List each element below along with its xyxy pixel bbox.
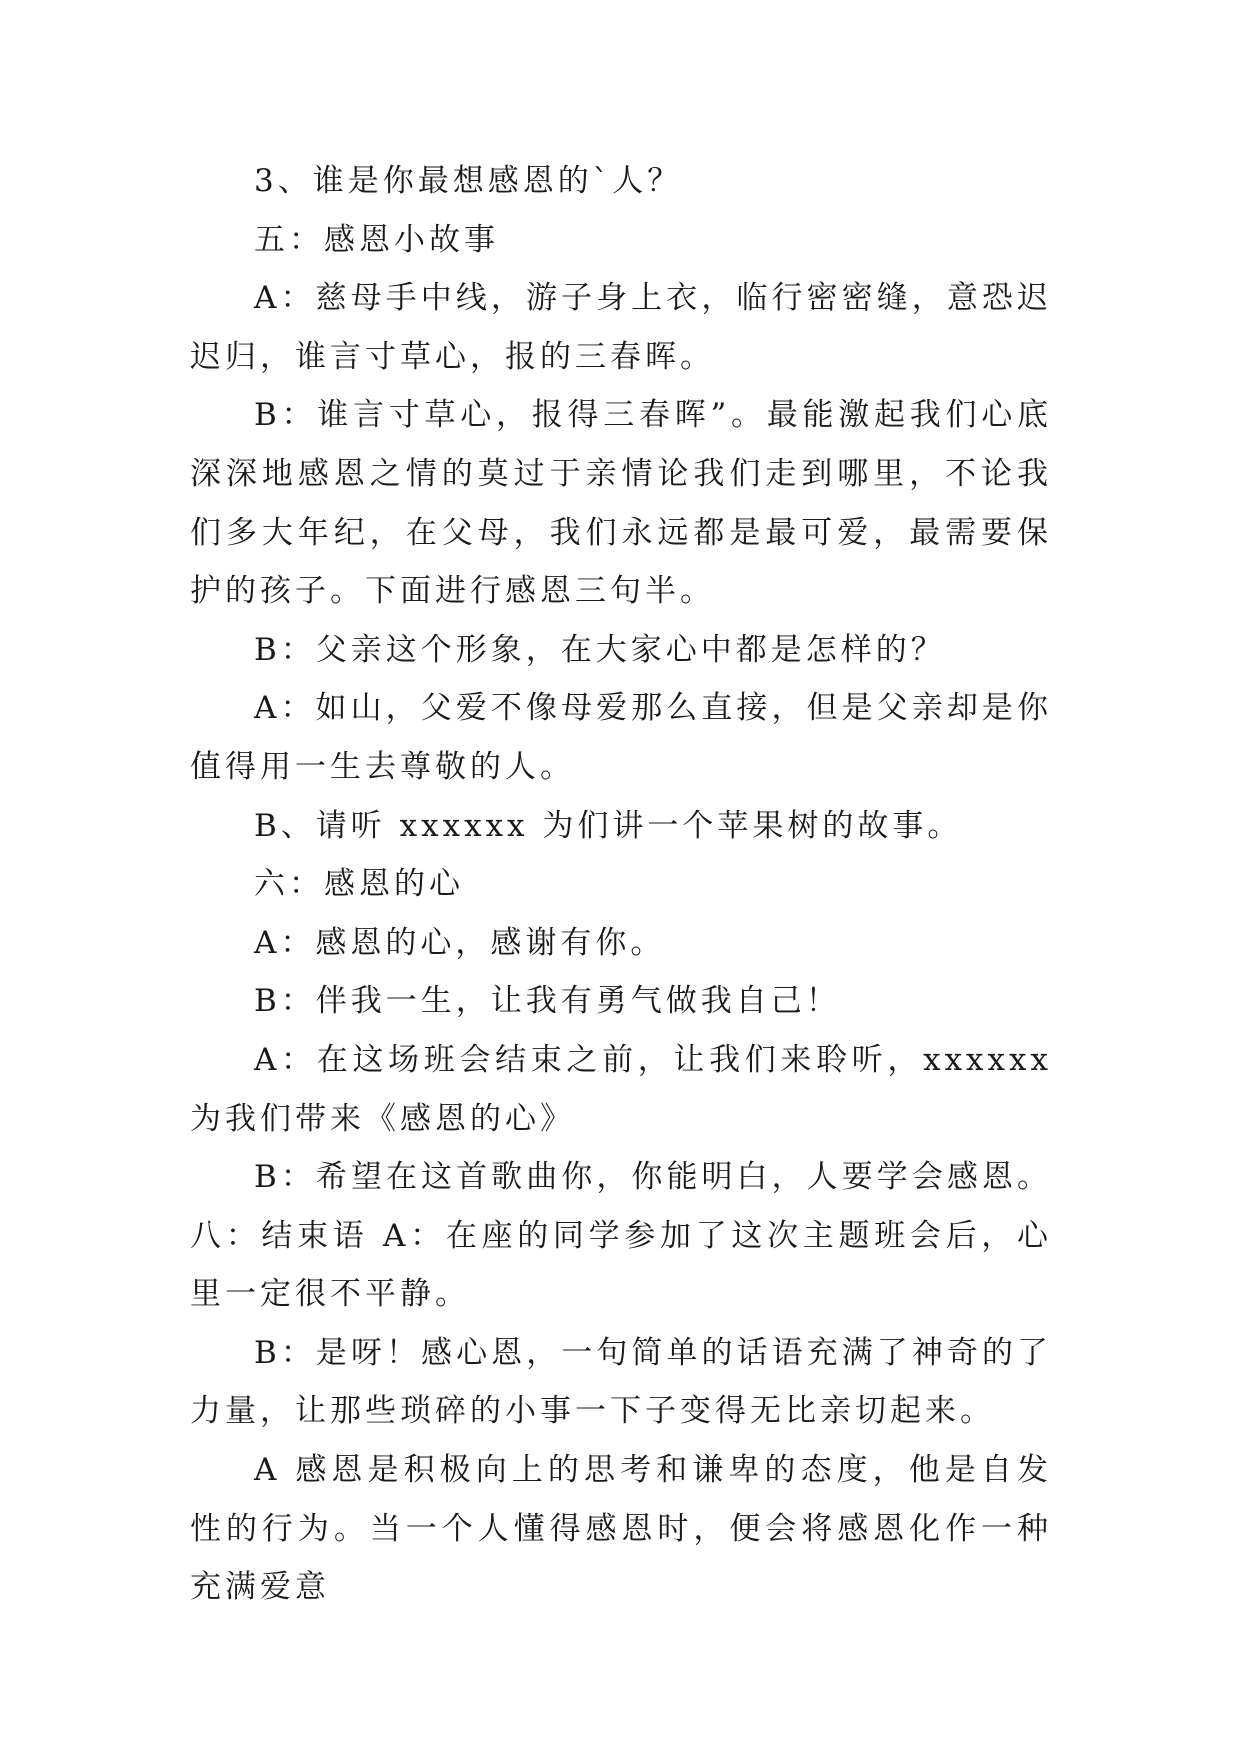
- paragraph-song-intro: A：在这场班会结束之前，让我们来聆听，xxxxxx 为我们带来《感恩的心》: [190, 1041, 1052, 1137]
- paragraph-poem: A：慈母手中线，游子身上衣，临行密密缝，意恐迟迟归，谁言寸草心，报的三春晖。: [190, 280, 1052, 375]
- paragraph-father-question: B：父亲这个形象，在大家心中都是怎样的？: [254, 631, 946, 668]
- paragraph-courage: B：伴我一生，让我有勇气做我自己！: [254, 983, 841, 1020]
- paragraph-family-love: B：谁言寸草心，报得三春晖”。最能激起我们心底深深地感恩之情的莫过于亲情论我们走到哪里，不论我们多大年纪，在父母，我们永远都是最可爱，最需要保护的孩子。下面进行感恩三句半。: [190, 397, 1052, 610]
- document-body: [190, 152, 1052, 1617]
- paragraph-power-of-thanks: B：是呀！感心恩，一句简单的话语充满了神奇的了力量，让那些琐碎的小事一下子变得无比亲切起来。: [190, 1334, 1052, 1430]
- paragraph-closing: B：希望在这首歌曲你，你能明白，人要学会感恩。八：结束语 A：在座的同学参加了这次主题班会后，心里一定很不平静。: [190, 1159, 1052, 1313]
- paragraph-grateful-heart: A：感恩的心，感谢有你。: [254, 924, 666, 961]
- paragraph-apple-tree: B、请听 xxxxxx 为们讲一个苹果树的故事。: [254, 807, 963, 844]
- paragraph-gratitude-attitude: A 感恩是积极向上的思考和谦卑的态度，他是自发性的行为。当一个人懂得感恩时，便会将感恩化作一种充满爱意: [190, 1452, 1052, 1606]
- heading-section-5: 五：感恩小故事: [254, 221, 499, 258]
- paragraph-question-3: 3、谁是你最想感恩的`人？: [254, 163, 683, 199]
- paragraph-father-answer: A：如山，父爱不像母爱那么直接，但是父亲却是你值得用一生去尊敬的人。: [190, 690, 1052, 785]
- heading-section-6: 六：感恩的心: [254, 866, 464, 903]
